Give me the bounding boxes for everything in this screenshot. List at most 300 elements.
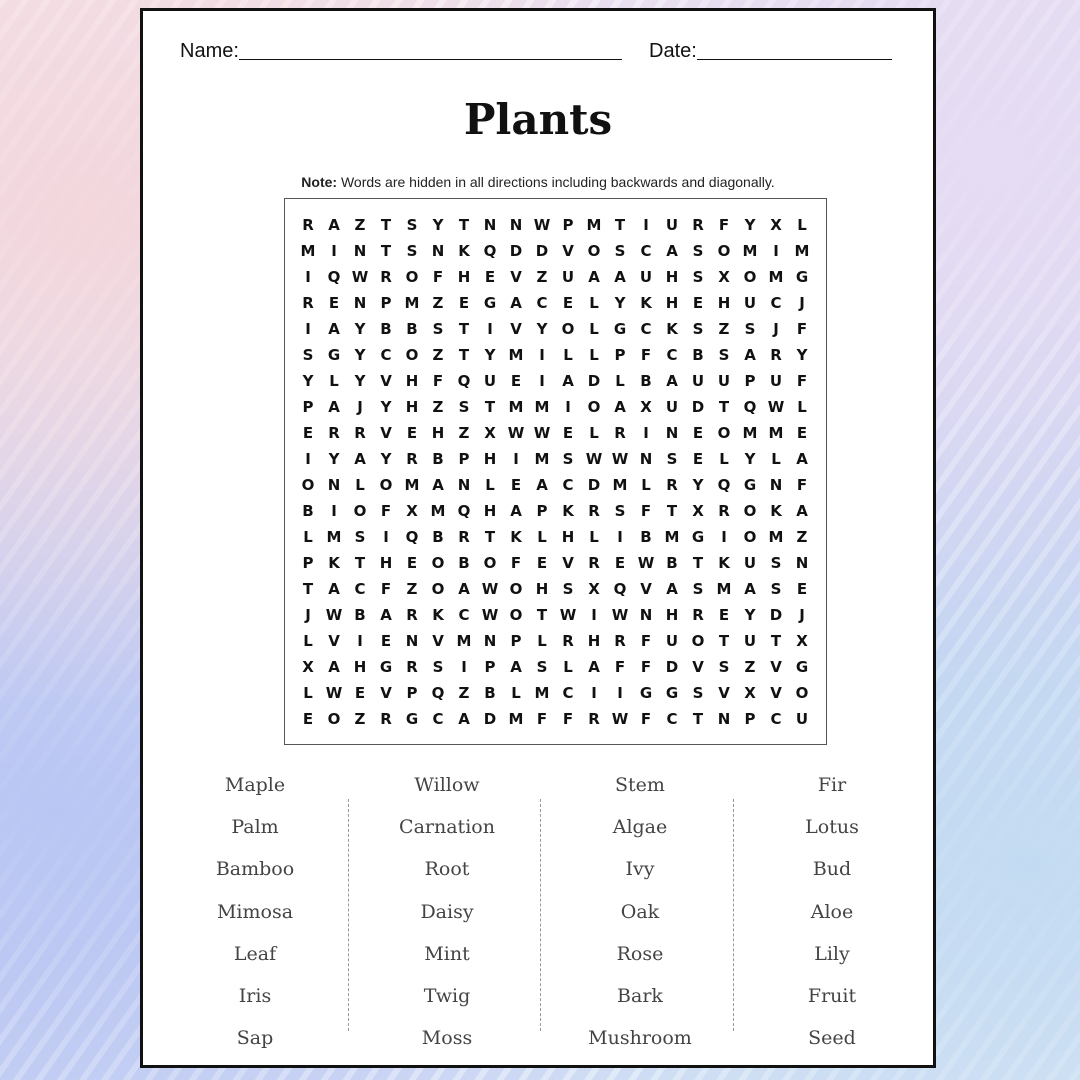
grid-letter[interactable]: P <box>744 710 756 728</box>
grid-letter[interactable]: I <box>617 684 623 702</box>
grid-letter[interactable]: F <box>510 554 522 572</box>
grid-letter[interactable]: V <box>432 632 444 650</box>
grid-letter[interactable]: C <box>770 294 782 312</box>
grid-letter[interactable]: W <box>325 606 343 624</box>
grid-letter[interactable]: T <box>692 554 704 572</box>
grid-letter[interactable]: L <box>719 450 729 468</box>
grid-letter[interactable]: G <box>691 528 705 546</box>
grid-letter[interactable]: D <box>535 242 549 260</box>
grid-letter[interactable]: M <box>716 580 732 598</box>
grid-letter[interactable]: G <box>327 346 341 364</box>
grid-letter[interactable]: R <box>406 450 418 468</box>
grid-letter[interactable]: F <box>640 502 652 520</box>
grid-letter[interactable]: E <box>796 424 808 442</box>
grid-letter[interactable]: W <box>533 216 551 234</box>
grid-letter[interactable]: I <box>539 346 545 364</box>
grid-letter[interactable]: O <box>795 684 809 702</box>
grid-letter[interactable]: R <box>614 632 626 650</box>
grid-letter[interactable]: A <box>562 372 574 390</box>
grid-letter[interactable]: O <box>743 528 757 546</box>
grid-letter[interactable]: L <box>537 528 547 546</box>
grid-letter[interactable]: Q <box>483 242 497 260</box>
grid-letter[interactable]: M <box>794 242 810 260</box>
grid-letter[interactable]: O <box>561 320 575 338</box>
grid-letter[interactable]: Y <box>354 372 366 390</box>
grid-letter[interactable]: G <box>743 476 757 494</box>
grid-letter[interactable]: E <box>510 372 522 390</box>
grid-letter[interactable]: O <box>509 606 523 624</box>
grid-letter[interactable]: Y <box>744 216 756 234</box>
grid-letter[interactable]: O <box>405 346 419 364</box>
grid-letter[interactable]: V <box>640 580 652 598</box>
grid-letter[interactable]: L <box>303 632 313 650</box>
grid-letter[interactable]: R <box>406 606 418 624</box>
grid-letter[interactable]: E <box>562 294 574 312</box>
grid-letter[interactable]: V <box>692 658 704 676</box>
grid-letter[interactable]: T <box>770 632 782 650</box>
grid-letter[interactable]: O <box>353 502 367 520</box>
grid-letter[interactable]: E <box>536 554 548 572</box>
grid-letter[interactable]: S <box>692 320 704 338</box>
grid-letter[interactable]: V <box>510 320 522 338</box>
grid-letter[interactable]: N <box>457 476 471 494</box>
grid-letter[interactable]: F <box>640 658 652 676</box>
date-line[interactable] <box>697 39 892 60</box>
grid-letter[interactable]: S <box>614 502 626 520</box>
grid-letter[interactable]: N <box>353 294 367 312</box>
grid-letter[interactable]: P <box>744 372 756 390</box>
grid-letter[interactable]: B <box>432 450 444 468</box>
grid-letter[interactable]: G <box>665 684 679 702</box>
grid-letter[interactable]: C <box>666 710 678 728</box>
grid-letter[interactable]: X <box>744 684 756 702</box>
grid-letter[interactable]: B <box>354 606 366 624</box>
grid-letter[interactable]: K <box>770 502 782 520</box>
grid-letter[interactable]: X <box>640 398 652 416</box>
grid-letter[interactable]: G <box>613 320 627 338</box>
grid-letter[interactable]: Y <box>536 320 548 338</box>
grid-letter[interactable]: R <box>666 476 678 494</box>
grid-letter[interactable]: H <box>457 268 471 286</box>
grid-letter[interactable]: W <box>767 398 785 416</box>
grid-letter[interactable]: E <box>692 424 704 442</box>
grid-letter[interactable]: E <box>692 450 704 468</box>
grid-letter[interactable]: C <box>562 476 574 494</box>
grid-letter[interactable]: S <box>744 320 756 338</box>
grid-letter[interactable]: A <box>328 580 340 598</box>
grid-letter[interactable]: T <box>354 554 366 572</box>
grid-letter[interactable]: E <box>302 424 314 442</box>
grid-letter[interactable]: E <box>406 554 418 572</box>
grid-letter[interactable]: X <box>484 424 496 442</box>
grid-letter[interactable]: B <box>666 554 678 572</box>
grid-letter[interactable]: S <box>406 216 418 234</box>
grid-letter[interactable]: Q <box>327 268 341 286</box>
grid-letter[interactable]: S <box>692 580 704 598</box>
grid-letter[interactable]: H <box>483 502 497 520</box>
grid-letter[interactable]: M <box>508 710 524 728</box>
grid-letter[interactable]: Z <box>432 346 444 364</box>
grid-letter[interactable]: E <box>458 294 470 312</box>
grid-letter[interactable]: A <box>796 502 808 520</box>
grid-letter[interactable]: C <box>536 294 548 312</box>
grid-letter[interactable]: C <box>770 710 782 728</box>
grid-letter[interactable]: A <box>328 216 340 234</box>
grid-letter[interactable]: X <box>692 502 704 520</box>
grid-letter[interactable]: R <box>718 502 730 520</box>
grid-letter[interactable]: E <box>302 710 314 728</box>
grid-letter[interactable]: P <box>510 632 522 650</box>
grid-letter[interactable]: F <box>796 372 808 390</box>
grid-letter[interactable]: V <box>510 268 522 286</box>
grid-letter[interactable]: S <box>666 450 678 468</box>
grid-letter[interactable]: W <box>611 710 629 728</box>
grid-letter[interactable]: B <box>432 528 444 546</box>
grid-letter[interactable]: H <box>405 398 419 416</box>
grid-letter[interactable]: R <box>406 658 418 676</box>
grid-letter[interactable]: W <box>585 450 603 468</box>
grid-letter[interactable]: G <box>379 658 393 676</box>
grid-letter[interactable]: N <box>665 424 679 442</box>
grid-letter[interactable]: H <box>587 632 601 650</box>
grid-letter[interactable]: R <box>614 424 626 442</box>
grid-letter[interactable]: P <box>302 398 314 416</box>
grid-letter[interactable]: M <box>534 684 550 702</box>
grid-letter[interactable]: F <box>718 216 730 234</box>
grid-letter[interactable]: M <box>768 424 784 442</box>
grid-letter[interactable]: R <box>588 710 600 728</box>
grid-letter[interactable]: S <box>770 554 782 572</box>
grid-letter[interactable]: V <box>380 424 392 442</box>
grid-letter[interactable]: Y <box>796 346 808 364</box>
grid-letter[interactable]: Z <box>354 710 366 728</box>
grid-letter[interactable]: D <box>691 398 705 416</box>
grid-letter[interactable]: H <box>665 294 679 312</box>
grid-letter[interactable]: A <box>614 398 626 416</box>
grid-letter[interactable]: H <box>483 450 497 468</box>
grid-letter[interactable]: H <box>717 294 731 312</box>
grid-letter[interactable]: I <box>773 242 779 260</box>
grid-letter[interactable]: E <box>614 554 626 572</box>
grid-letter[interactable]: A <box>588 658 600 676</box>
grid-letter[interactable]: I <box>357 632 363 650</box>
grid-letter[interactable]: N <box>717 710 731 728</box>
grid-letter[interactable]: N <box>431 242 445 260</box>
grid-letter[interactable]: L <box>797 398 807 416</box>
grid-letter[interactable]: D <box>587 372 601 390</box>
grid-letter[interactable]: F <box>432 372 444 390</box>
grid-letter[interactable]: O <box>483 554 497 572</box>
grid-letter[interactable]: N <box>509 216 523 234</box>
grid-letter[interactable]: Y <box>614 294 626 312</box>
grid-letter[interactable]: I <box>487 320 493 338</box>
grid-letter[interactable]: L <box>589 320 599 338</box>
grid-letter[interactable]: P <box>484 658 496 676</box>
grid-letter[interactable]: I <box>331 502 337 520</box>
grid-letter[interactable]: O <box>509 580 523 598</box>
grid-letter[interactable]: D <box>769 606 783 624</box>
grid-letter[interactable]: M <box>742 242 758 260</box>
grid-letter[interactable]: B <box>302 502 314 520</box>
grid-letter[interactable]: R <box>692 606 704 624</box>
grid-letter[interactable]: Y <box>302 372 314 390</box>
grid-letter[interactable]: H <box>431 424 445 442</box>
grid-letter[interactable]: F <box>614 658 626 676</box>
grid-letter[interactable]: E <box>562 424 574 442</box>
grid-letter[interactable]: A <box>432 476 444 494</box>
grid-letter[interactable]: U <box>717 372 731 390</box>
grid-letter[interactable]: M <box>508 398 524 416</box>
grid-letter[interactable]: T <box>692 710 704 728</box>
grid-letter[interactable]: S <box>406 242 418 260</box>
grid-letter[interactable]: O <box>379 476 393 494</box>
grid-letter[interactable]: R <box>302 294 314 312</box>
grid-letter[interactable]: I <box>305 268 311 286</box>
grid-letter[interactable]: A <box>510 294 522 312</box>
grid-letter[interactable]: N <box>405 632 419 650</box>
grid-letter[interactable]: I <box>617 528 623 546</box>
grid-letter[interactable]: O <box>587 242 601 260</box>
grid-letter[interactable]: L <box>771 450 781 468</box>
grid-letter[interactable]: C <box>640 320 652 338</box>
grid-letter[interactable]: X <box>588 580 600 598</box>
grid-letter[interactable]: P <box>562 216 574 234</box>
grid-letter[interactable]: Z <box>458 424 470 442</box>
grid-letter[interactable]: U <box>483 372 497 390</box>
grid-letter[interactable]: U <box>743 294 757 312</box>
grid-letter[interactable]: X <box>718 268 730 286</box>
grid-letter[interactable]: F <box>536 710 548 728</box>
grid-letter[interactable]: I <box>643 424 649 442</box>
name-field[interactable] <box>180 39 622 63</box>
grid-letter[interactable]: F <box>640 346 652 364</box>
grid-letter[interactable]: Q <box>457 372 471 390</box>
grid-letter[interactable]: M <box>768 268 784 286</box>
grid-letter[interactable]: R <box>588 502 600 520</box>
grid-letter[interactable]: M <box>612 476 628 494</box>
grid-letter[interactable]: L <box>355 476 365 494</box>
grid-letter[interactable]: U <box>743 554 757 572</box>
grid-letter[interactable]: D <box>509 242 523 260</box>
grid-letter[interactable]: M <box>404 476 420 494</box>
grid-letter[interactable]: T <box>666 502 678 520</box>
grid-letter[interactable]: E <box>796 580 808 598</box>
grid-letter[interactable]: R <box>380 710 392 728</box>
grid-letter[interactable]: N <box>483 632 497 650</box>
grid-letter[interactable]: T <box>484 528 496 546</box>
grid-letter[interactable]: B <box>380 320 392 338</box>
grid-letter[interactable]: M <box>404 294 420 312</box>
grid-letter[interactable]: Q <box>743 398 757 416</box>
grid-letter[interactable]: I <box>539 372 545 390</box>
grid-letter[interactable]: R <box>458 528 470 546</box>
grid-letter[interactable]: H <box>353 658 367 676</box>
date-field[interactable] <box>649 39 892 63</box>
grid-letter[interactable]: T <box>458 320 470 338</box>
grid-letter[interactable]: Z <box>536 268 548 286</box>
grid-letter[interactable]: F <box>380 502 392 520</box>
grid-letter[interactable]: F <box>796 320 808 338</box>
grid-letter[interactable]: C <box>562 684 574 702</box>
grid-letter[interactable]: R <box>692 216 704 234</box>
grid-letter[interactable]: H <box>665 268 679 286</box>
grid-letter[interactable]: L <box>303 528 313 546</box>
grid-letter[interactable]: E <box>718 606 730 624</box>
grid-letter[interactable]: U <box>561 268 575 286</box>
grid-letter[interactable]: K <box>328 554 340 572</box>
grid-letter[interactable]: L <box>589 346 599 364</box>
grid-letter[interactable]: P <box>614 346 626 364</box>
grid-letter[interactable]: P <box>380 294 392 312</box>
grid-letter[interactable]: I <box>331 242 337 260</box>
grid-letter[interactable]: Z <box>796 528 808 546</box>
grid-letter[interactable]: I <box>591 606 597 624</box>
grid-letter[interactable]: H <box>379 554 393 572</box>
grid-letter[interactable]: A <box>744 580 756 598</box>
grid-letter[interactable]: V <box>562 554 574 572</box>
grid-letter[interactable]: N <box>353 242 367 260</box>
grid-letter[interactable]: Q <box>457 502 471 520</box>
grid-letter[interactable]: I <box>721 528 727 546</box>
grid-letter[interactable]: A <box>354 450 366 468</box>
grid-letter[interactable]: P <box>302 554 314 572</box>
grid-letter[interactable]: A <box>380 606 392 624</box>
grid-letter[interactable]: J <box>799 606 805 624</box>
grid-letter[interactable]: V <box>562 242 574 260</box>
grid-letter[interactable]: X <box>770 216 782 234</box>
grid-letter[interactable]: D <box>665 658 679 676</box>
grid-letter[interactable]: U <box>665 398 679 416</box>
grid-letter[interactable]: I <box>305 320 311 338</box>
grid-letter[interactable]: N <box>769 476 783 494</box>
grid-letter[interactable]: A <box>588 268 600 286</box>
grid-letter[interactable]: Y <box>432 216 444 234</box>
grid-letter[interactable]: V <box>770 658 782 676</box>
grid-letter[interactable]: G <box>405 710 419 728</box>
grid-letter[interactable]: Q <box>405 528 419 546</box>
grid-letter[interactable]: A <box>666 242 678 260</box>
grid-letter[interactable]: F <box>380 580 392 598</box>
grid-letter[interactable]: L <box>485 476 495 494</box>
grid-letter[interactable]: P <box>406 684 418 702</box>
grid-letter[interactable]: Z <box>432 294 444 312</box>
grid-letter[interactable]: W <box>507 424 525 442</box>
grid-letter[interactable]: L <box>589 424 599 442</box>
grid-letter[interactable]: L <box>563 346 573 364</box>
grid-letter[interactable]: T <box>484 398 496 416</box>
grid-letter[interactable]: S <box>562 450 574 468</box>
grid-letter[interactable]: H <box>405 372 419 390</box>
grid-letter[interactable]: T <box>614 216 626 234</box>
grid-letter[interactable]: P <box>458 450 470 468</box>
grid-letter[interactable]: H <box>535 580 549 598</box>
grid-letter[interactable]: J <box>799 294 805 312</box>
grid-letter[interactable]: A <box>744 346 756 364</box>
grid-letter[interactable]: N <box>327 476 341 494</box>
grid-letter[interactable]: R <box>354 424 366 442</box>
grid-letter[interactable]: Y <box>692 476 704 494</box>
grid-letter[interactable]: V <box>380 372 392 390</box>
grid-letter[interactable]: S <box>614 242 626 260</box>
grid-letter[interactable]: W <box>351 268 369 286</box>
grid-letter[interactable]: R <box>562 632 574 650</box>
grid-letter[interactable]: A <box>796 450 808 468</box>
grid-letter[interactable]: Q <box>613 580 627 598</box>
grid-letter[interactable]: K <box>458 242 470 260</box>
grid-letter[interactable]: I <box>591 684 597 702</box>
grid-letter[interactable]: D <box>483 710 497 728</box>
grid-letter[interactable]: R <box>380 268 392 286</box>
grid-letter[interactable]: C <box>354 580 366 598</box>
grid-letter[interactable]: C <box>432 710 444 728</box>
grid-letter[interactable]: V <box>328 632 340 650</box>
grid-letter[interactable]: S <box>692 684 704 702</box>
grid-letter[interactable]: C <box>666 346 678 364</box>
grid-letter[interactable]: V <box>718 684 730 702</box>
grid-letter[interactable]: S <box>354 528 366 546</box>
grid-letter[interactable]: O <box>587 398 601 416</box>
grid-letter[interactable]: R <box>302 216 314 234</box>
grid-letter[interactable]: T <box>380 242 392 260</box>
grid-letter[interactable]: F <box>640 710 652 728</box>
grid-letter[interactable]: L <box>537 632 547 650</box>
grid-letter[interactable]: Z <box>354 216 366 234</box>
grid-letter[interactable]: A <box>510 502 522 520</box>
grid-letter[interactable]: W <box>611 450 629 468</box>
grid-letter[interactable]: G <box>795 268 809 286</box>
grid-letter[interactable]: I <box>513 450 519 468</box>
grid-letter[interactable]: U <box>665 216 679 234</box>
grid-letter[interactable]: S <box>718 658 730 676</box>
grid-letter[interactable]: Z <box>744 658 756 676</box>
grid-letter[interactable]: N <box>639 606 653 624</box>
grid-letter[interactable]: Y <box>328 450 340 468</box>
grid-letter[interactable]: T <box>458 346 470 364</box>
grid-letter[interactable]: Z <box>406 580 418 598</box>
grid-letter[interactable]: S <box>302 346 314 364</box>
grid-letter[interactable]: Y <box>484 346 496 364</box>
grid-letter[interactable]: H <box>665 606 679 624</box>
grid-letter[interactable]: R <box>770 346 782 364</box>
grid-letter[interactable]: M <box>430 502 446 520</box>
grid-letter[interactable]: J <box>773 320 779 338</box>
grid-letter[interactable]: O <box>691 632 705 650</box>
grid-letter[interactable]: U <box>769 372 783 390</box>
grid-letter[interactable]: W <box>637 554 655 572</box>
grid-letter[interactable]: S <box>692 242 704 260</box>
grid-letter[interactable]: Z <box>458 684 470 702</box>
grid-letter[interactable]: L <box>589 528 599 546</box>
grid-letter[interactable]: W <box>325 684 343 702</box>
grid-letter[interactable]: K <box>718 554 730 572</box>
grid-letter[interactable]: U <box>639 268 653 286</box>
grid-letter[interactable]: A <box>458 710 470 728</box>
grid-letter[interactable]: M <box>534 450 550 468</box>
grid-letter[interactable]: F <box>432 268 444 286</box>
grid-letter[interactable]: A <box>536 476 548 494</box>
grid-letter[interactable]: D <box>587 476 601 494</box>
grid-letter[interactable]: R <box>588 554 600 572</box>
grid-letter[interactable]: Y <box>380 450 392 468</box>
grid-letter[interactable]: S <box>692 268 704 286</box>
grid-letter[interactable]: M <box>534 398 550 416</box>
grid-letter[interactable]: O <box>405 268 419 286</box>
grid-letter[interactable]: G <box>483 294 497 312</box>
grid-letter[interactable]: A <box>614 268 626 286</box>
grid-letter[interactable]: X <box>796 632 808 650</box>
grid-letter[interactable]: W <box>481 606 499 624</box>
grid-letter[interactable]: U <box>795 710 809 728</box>
